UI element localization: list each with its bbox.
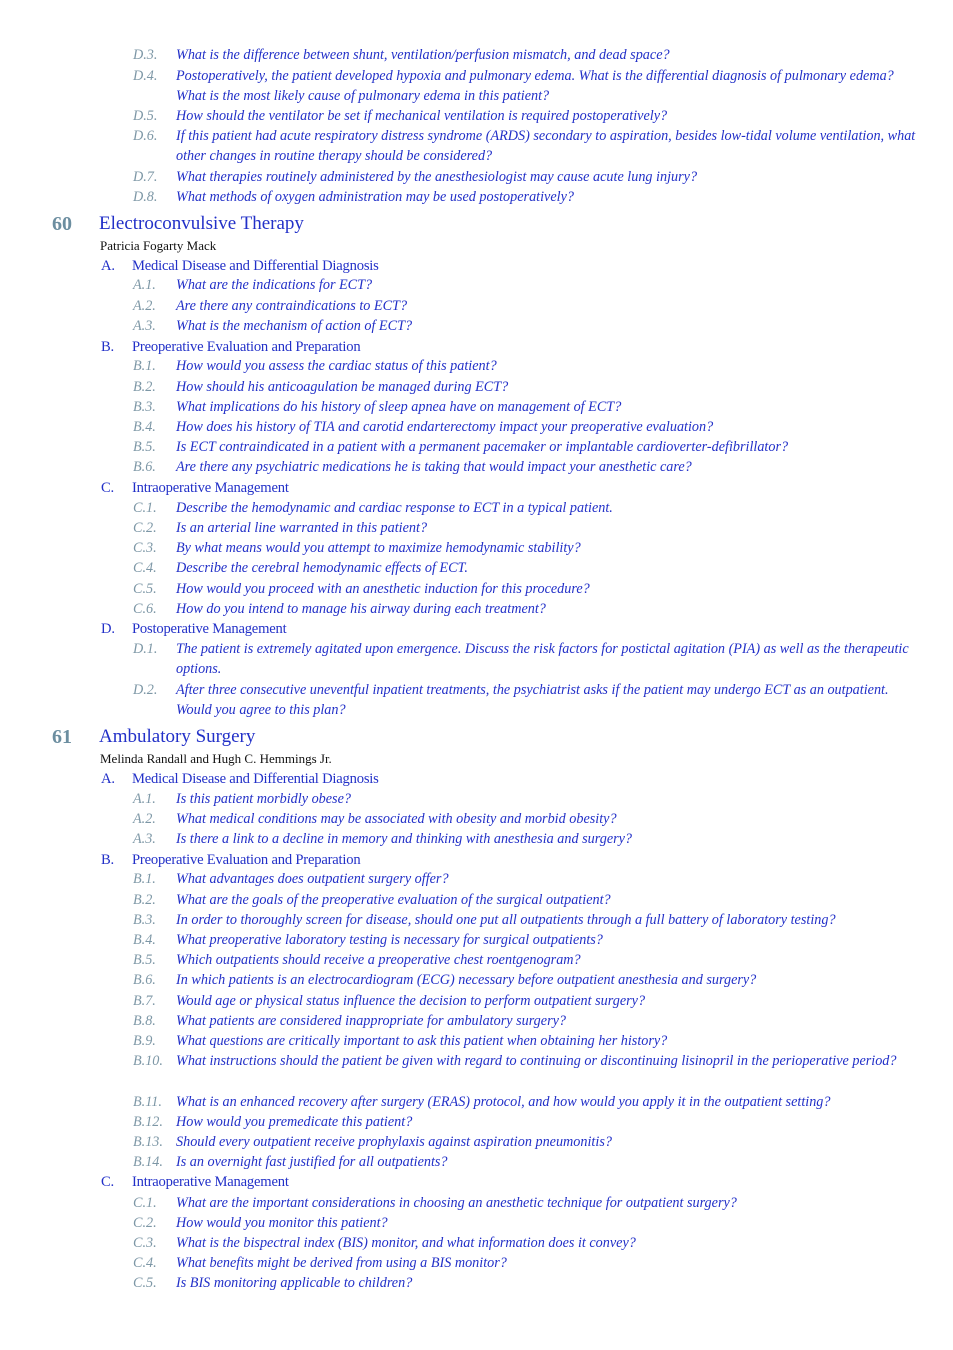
- question: B.6. Are there any psychiatric medications he is taking that would impact your anesthetic care?: [133, 459, 692, 475]
- chapter-authors: Patricia Fogarty Mack: [100, 238, 217, 253]
- question: D.3. What is the difference between shunt, ventilation/perfusion mismatch, and dead space?: [133, 47, 670, 63]
- question: D.6. If this patient had acute respiratory distress syndrome (ARDS) secondary to aspiration, besides low-tidal volume ventilation, what other changes in routine therapy should be considered?: [133, 128, 916, 165]
- question: B.3. What implications do his history of sleep apnea have on management of ECT?: [133, 399, 622, 415]
- question: B.7. Would age or physical status influence the decision to perform outpatient surgery?: [133, 993, 646, 1009]
- question: D.2. After three consecutive uneventful inpatient treatments, the psychiatrist asks if the patient may undergo ECT as an outpatient. Would you agree to this plan?: [133, 682, 889, 719]
- chapter-title: Ambulatory Surgery: [99, 726, 256, 747]
- question: B.1. What advantages does outpatient surgery offer?: [133, 871, 449, 887]
- question: B.4. How does his history of TIA and carotid endarterectomy impact your preoperative evaluation?: [133, 419, 714, 435]
- chapter-number: 60: [52, 213, 72, 235]
- question: B.9. What questions are critically important to ask this patient when obtaining her history?: [133, 1033, 668, 1049]
- section-heading: A. Medical Disease and Differential Diagnosis: [101, 258, 379, 274]
- question: C.5. How would you proceed with an anesthetic induction for this procedure?: [133, 581, 590, 597]
- question: B.5. Which outpatients should receive a preoperative chest roentgenogram?: [133, 952, 581, 968]
- question: D.8. What methods of oxygen administration may be used postoperatively?: [133, 189, 574, 205]
- section-heading: B. Preoperative Evaluation and Preparation: [101, 852, 361, 868]
- section-heading: D. Postoperative Management: [101, 621, 287, 637]
- question: B.10. What instructions should the patient be given with regard to continuing or discontinuing lisinopril in the perioperative period?: [133, 1053, 897, 1069]
- section-heading: B. Preoperative Evaluation and Preparation: [101, 339, 361, 355]
- question: B.2. How should his anticoagulation be managed during ECT?: [133, 379, 509, 395]
- question: C.3. By what means would you attempt to maximize hemodynamic stability?: [133, 540, 581, 556]
- question: A.3. What is the mechanism of action of ECT?: [133, 318, 413, 334]
- question: B.8. What patients are considered inappropriate for ambulatory surgery?: [133, 1013, 566, 1029]
- chapter-authors: Melinda Randall and Hugh C. Hemmings Jr.: [100, 751, 332, 766]
- question: C.2. How would you monitor this patient?: [133, 1215, 388, 1231]
- question: B.13. Should every outpatient receive prophylaxis against aspiration pneumonitis?: [133, 1134, 612, 1150]
- question: A.2. Are there any contraindications to ECT?: [133, 298, 408, 314]
- question: B.11. What is an enhanced recovery after surgery (ERAS) protocol, and how would you apply it in the outpatient setting?: [133, 1094, 831, 1110]
- question: C.4. Describe the cerebral hemodynamic effects of ECT.: [133, 560, 468, 576]
- chapter-title: Electroconvulsive Therapy: [99, 213, 304, 234]
- question: A.1. Is this patient morbidly obese?: [133, 791, 351, 807]
- question: B.3. In order to thoroughly screen for disease, should one put all outpatients through a full battery of laboratory testing?: [133, 912, 836, 928]
- question: D.4. Postoperatively, the patient developed hypoxia and pulmonary edema. What is the differential diagnosis of pulmonary edema? What is the most likely cause of pulmonary edema in this patient?: [133, 68, 894, 105]
- question: B.12. How would you premedicate this patient?: [133, 1114, 413, 1130]
- chapter-number: 61: [52, 726, 72, 748]
- question: A.3. Is there a link to a decline in memory and thinking with anesthesia and surgery?: [133, 831, 633, 847]
- question: B.14. Is an overnight fast justified for all outpatients?: [133, 1154, 448, 1170]
- section-heading: C. Intraoperative Management: [101, 480, 289, 496]
- question: B.6. In which patients is an electrocardiogram (ECG) necessary before outpatient anesthesia and surgery?: [133, 972, 757, 988]
- question: C.6. How do you intend to manage his airway during each treatment?: [133, 601, 546, 617]
- question: D.5. How should the ventilator be set if mechanical ventilation is required postoperatively?: [133, 108, 668, 124]
- question: C.1. Describe the hemodynamic and cardiac response to ECT in a typical patient.: [133, 500, 613, 516]
- question: C.3. What is the bispectral index (BIS) monitor, and what information does it convey?: [133, 1235, 636, 1251]
- question: C.2. Is an arterial line warranted in this patient?: [133, 520, 428, 536]
- question: B.2. What are the goals of the preoperative evaluation of the surgical outpatient?: [133, 892, 611, 908]
- question: D.7. What therapies routinely administered by the anesthesiologist may cause acute lung injury?: [133, 169, 698, 185]
- question: A.2. What medical conditions may be associated with obesity and morbid obesity?: [133, 811, 617, 827]
- question: B.1. How would you assess the cardiac status of this patient?: [133, 358, 497, 374]
- question: B.5. Is ECT contraindicated in a patient with a permanent pacemaker or implantable cardioverter-defibrillator?: [133, 439, 789, 455]
- question: C.4. What benefits might be derived from using a BIS monitor?: [133, 1255, 507, 1271]
- question: C.5. Is BIS monitoring applicable to children?: [133, 1275, 413, 1291]
- section-heading: A. Medical Disease and Differential Diagnosis: [101, 771, 379, 787]
- question: B.4. What preoperative laboratory testing is necessary for surgical outpatients?: [133, 932, 603, 948]
- question: A.1. What are the indications for ECT?: [133, 277, 373, 293]
- question: C.1. What are the important considerations in choosing an anesthetic technique for outpatient surgery?: [133, 1195, 737, 1211]
- section-heading: C. Intraoperative Management: [101, 1174, 289, 1190]
- question: D.1. The patient is extremely agitated upon emergence. Discuss the risk factors for postictal agitation (PIA) as well as the therapeutic options.: [133, 641, 909, 678]
